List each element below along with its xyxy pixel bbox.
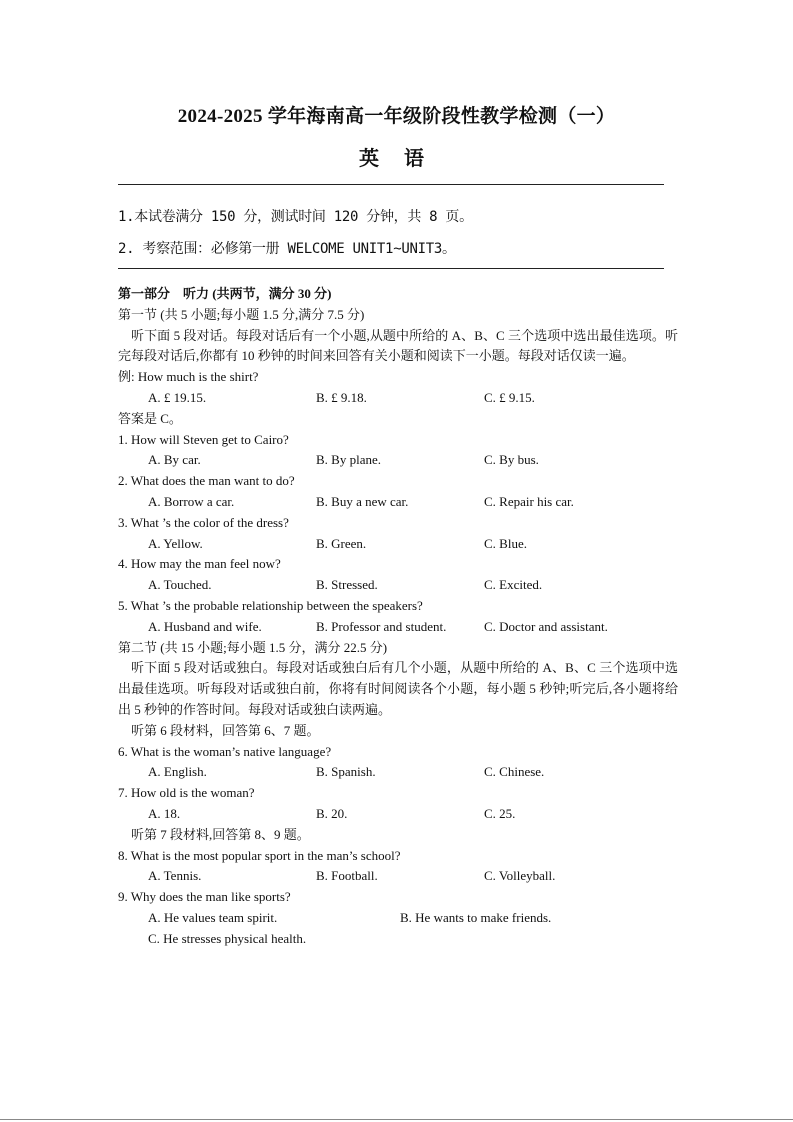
question-2-options: [118, 492, 678, 513]
question-4: 4. How may the man feel now?: [118, 556, 281, 572]
question-9-options-row2: [118, 929, 678, 950]
question-1: 1. How will Steven get to Cairo?: [118, 431, 289, 447]
option-a: A. Tennis.: [148, 868, 202, 884]
question-4-options: [118, 575, 678, 596]
option-a: A. 18.: [148, 805, 181, 821]
option-a: A. English.: [148, 764, 207, 780]
option-b: B. Football.: [316, 868, 378, 884]
question-5-options: [118, 617, 678, 638]
option-b: B. 20.: [316, 805, 348, 821]
page-bottom-edge: [0, 1119, 793, 1120]
option-b: B. He wants to make friends.: [400, 909, 552, 925]
option-c: C. Repair his car.: [484, 493, 574, 509]
question-3-options: [118, 534, 678, 555]
option-a: A. He values team spirit.: [148, 909, 278, 925]
option-b: B. Buy a new car.: [316, 493, 409, 509]
material-6-note: 听第 6 段材料，回答第 6、7 题。: [131, 722, 320, 738]
material-7-note: 听第 7 段材料,回答第 8、9 题。: [131, 826, 310, 842]
top-divider: [118, 184, 664, 185]
bottom-divider: [118, 268, 664, 269]
section1-instructions: 听下面 5 段对话。每段对话后有一个小题,从题中所给的 A、B、C 三个选项中选出最佳选项。听完每段对话后,你都有 10 秒钟的时间来回答有关小题和阅读下一小题。每段对话仅读一遍。: [118, 327, 678, 364]
option-a: A. Borrow a car.: [148, 493, 235, 509]
option-c: C. Blue.: [484, 535, 527, 551]
section1-heading: 第一节 (共 5 小题;每小题 1.5 分,满分 7.5 分): [118, 306, 365, 322]
option-b: B. By plane.: [316, 452, 381, 468]
question-9-options-row1: [118, 908, 678, 929]
question-5: 5. What ’s the probable relationship between the speakers?: [118, 597, 423, 613]
section2-heading: 第二节 (共 15 小题;每小题 1.5 分，满分 22.5 分): [118, 639, 388, 655]
option-a: A. By car.: [148, 452, 201, 468]
option-b: B. Spanish.: [316, 764, 376, 780]
example-options: [118, 388, 678, 409]
section2-instructions: 听下面 5 段对话或独白。每段对话或独白后有几个小题，从题中所给的 A、B、C 三个选项中选出最佳选项。听每段对话或独白前，你将有时间阅读各个小题，每小题 5 秒钟;听完后,各小题将给出 5 秒钟的作答时间。每段对话或独白读两遍。: [118, 660, 678, 717]
option-b: B. Green.: [316, 535, 367, 551]
question-8: 8. What is the most popular sport in the man’s school?: [118, 847, 401, 863]
question-6-options: [118, 762, 678, 783]
listening-part: [118, 284, 678, 950]
question-6: 6. What is the woman’s native language?: [118, 743, 332, 759]
exam-subject: 英 语: [359, 148, 434, 170]
question-7: 7. How old is the woman?: [118, 785, 255, 801]
option-c: C. He stresses physical health.: [148, 930, 307, 946]
option-a: A. Touched.: [148, 577, 212, 593]
part1-heading: 第一部分 听力 (共两节，满分 30 分): [118, 286, 332, 301]
option-a: A. Husband and wife.: [148, 618, 262, 634]
option-b: B. Professor and student.: [316, 618, 447, 634]
option-c: C. Doctor and assistant.: [484, 618, 608, 634]
option-c: C. By bus.: [484, 452, 539, 468]
exam-title: 2024-2025 学年海南高一年级阶段性教学检测（一）: [177, 106, 616, 127]
question-8-options: [118, 866, 678, 887]
example-question: 例: How much is the shirt?: [118, 369, 259, 385]
option-c: C. Chinese.: [484, 764, 545, 780]
question-2: 2. What does the man want to do?: [118, 473, 295, 489]
note-2: 2. 考察范围：必修第一册 WELCOME UNIT1~UNIT3。: [118, 241, 456, 257]
option-a: A. £ 19.15.: [148, 389, 207, 405]
option-b: B. Stressed.: [316, 577, 378, 593]
note-1: 1.本试卷满分 150 分，测试时间 120 分钟，共 8 页。: [118, 209, 473, 225]
option-b: B. £ 9.18.: [316, 389, 367, 405]
question-9: 9. Why does the man like sports?: [118, 889, 291, 905]
option-c: C. Excited.: [484, 577, 543, 593]
option-c: C. 25.: [484, 805, 516, 821]
question-1-options: [118, 450, 678, 471]
question-3: 3. What ’s the color of the dress?: [118, 514, 289, 530]
option-c: C. Volleyball.: [484, 868, 556, 884]
option-a: A. Yellow.: [148, 535, 203, 551]
option-c: C. £ 9.15.: [484, 389, 535, 405]
example-answer: 答案是 C。: [118, 410, 182, 426]
question-7-options: [118, 804, 678, 825]
